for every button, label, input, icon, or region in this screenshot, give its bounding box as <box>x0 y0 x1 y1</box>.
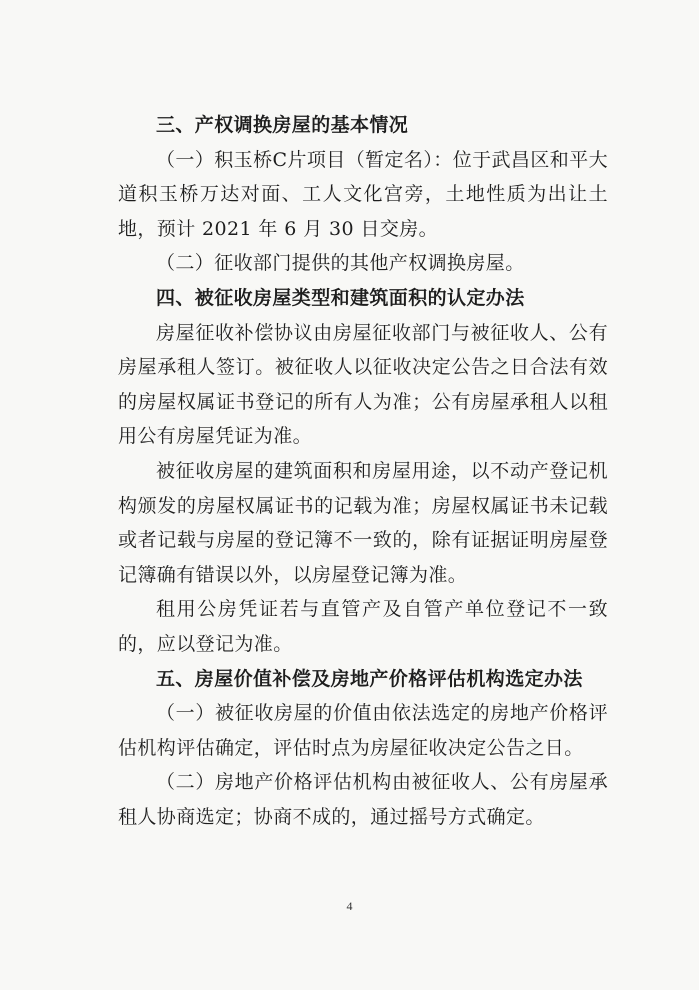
document-body <box>118 108 608 834</box>
page-number: 4 <box>346 899 353 913</box>
section-heading-4: 四、被征收房屋类型和建筑面积的认定办法 <box>156 286 525 309</box>
paragraph: （二）房地产价格评估机构由被征收人、公有房屋承租人协商选定；协商不成的，通过摇号方式确定。 <box>118 771 608 828</box>
paragraph: （二）征收部门提供的其他产权调换房屋。 <box>156 252 525 275</box>
paragraph: （一）积玉桥C片项目（暂定名）：位于武昌区和平大道积玉桥万达对面、工人文化宫旁，土地性质为出让土地，预计 2021 年 6 月 30 日交房。 <box>118 148 608 240</box>
paragraph: 租用公房凭证若与直管产及自管产单位登记不一致的，应以登记为准。 <box>118 598 608 655</box>
paragraph: 房屋征收补偿协议由房屋征收部门与被征收人、公有房屋承租人签订。被征收人以征收决定公告之日合法有效的房屋权属证书登记的所有人为准；公有房屋承租人以租用公有房屋凭证为准。 <box>118 321 608 448</box>
section-heading-5: 五、房屋价值补偿及房地产价格评估机构选定办法 <box>156 667 583 690</box>
paragraph: （一）被征收房屋的价值由依法选定的房地产价格评估机构评估确定，评估时点为房屋征收决定公告之日。 <box>118 702 608 759</box>
paragraph: 被征收房屋的建筑面积和房屋用途，以不动产登记机构颁发的房屋权属证书的记载为准；房屋权属证书未记载或者记载与房屋的登记簿不一致的，除有证据证明房屋登记簿确有错误以外，以房屋登记簿为准。 <box>118 459 608 586</box>
section-heading-3: 三、产权调换房屋的基本情况 <box>156 114 409 136</box>
